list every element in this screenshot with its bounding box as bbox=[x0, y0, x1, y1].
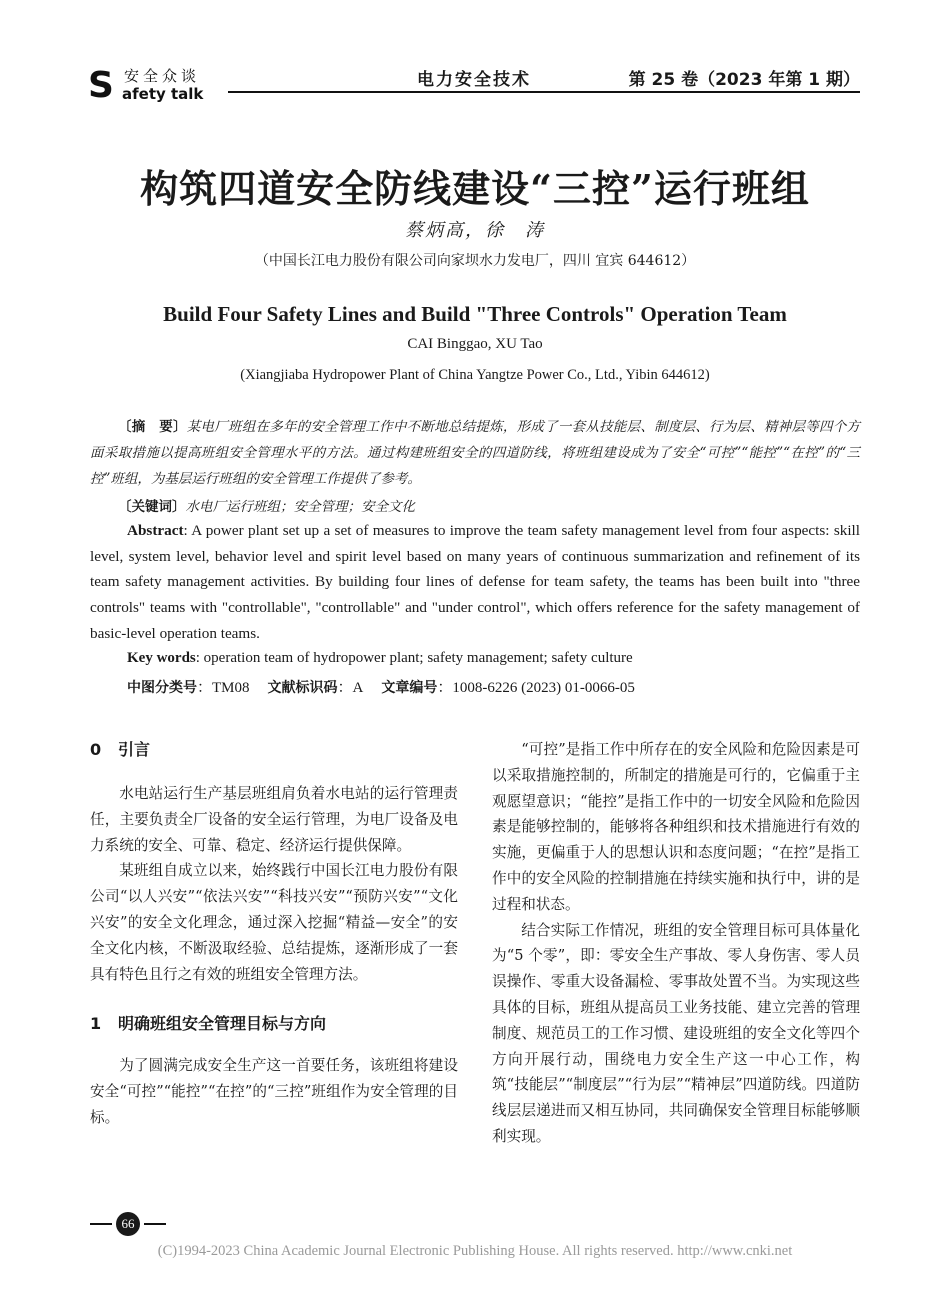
keywords-cn-text: 水电厂运行班组；安全管理；安全文化 bbox=[185, 499, 415, 515]
body-paragraph: 结合实际工作情况，班组的安全管理目标可具体量化为“5 个零”，即：零安全生产事故、零人身伤害、零人员误操作、零重大设备漏检、零事故处置不当。为实现这些具体的目标，班组从提高员工业务技能、建立完善的管理制度、规范员工的工作习惯、建设班组的安全文化等四个方向开展行动，围绕电力安全生产这一中心工作，构筑“技能层”“制度层”“行为层”“精神层”四道防线。四道防线层层递进而又相互协同，共同确保安全管理目标能够顺利实现。 bbox=[492, 921, 860, 1145]
section-heading-1 bbox=[90, 1011, 458, 1037]
copyright-notice: (C)1994-2023 China Academic Journal Electronic Publishing House. All rights reserved. http://www.cnki.net bbox=[157, 1243, 793, 1259]
body-paragraph: 为了圆满完成安全生产这一首要任务，该班组将建设安全“可控”“能控”“在控”的“三控”班组作为安全管理的目标。 bbox=[90, 1057, 458, 1126]
page-number-badge: 66 bbox=[116, 1212, 140, 1236]
section-heading-0 bbox=[90, 737, 458, 763]
issue-info: 第 25 卷（2023 年第 1 期） bbox=[628, 70, 860, 90]
authors-en: CAI Binggao, XU Tao bbox=[407, 336, 543, 352]
abstract-en-label: Abstract bbox=[127, 522, 184, 539]
doc-code-value: ：A bbox=[337, 680, 364, 696]
abstract-en bbox=[90, 518, 860, 647]
section-number: 1 bbox=[90, 1014, 102, 1034]
keywords-en bbox=[127, 650, 633, 667]
keywords-cn-label: 〔关键词〕 bbox=[118, 499, 186, 515]
body-column-left bbox=[90, 737, 458, 1131]
header-rule bbox=[228, 91, 860, 93]
body-column-right bbox=[492, 737, 860, 1150]
classification-line bbox=[127, 676, 635, 697]
abstract-en-text: : A power plant set up a set of measures to improve the team safety management level from four aspects: skill level, system level, behavior level and spirit level based on many years of continuous summarization and refinement of its team safety management activities. By building four lines of defense for team safety, the teams has been built into "three controls" teams with "controllable", "controllable" and "under control", which offers reference for the safety management of basic-level operation teams. bbox=[90, 522, 860, 642]
section-title: 引言 bbox=[118, 740, 151, 759]
clc-value: ：TM08 bbox=[197, 680, 250, 696]
abstract-cn-label: 〔摘 要〕 bbox=[118, 419, 187, 435]
abstract-cn-text: 某电厂班组在多年的安全管理工作中不断地总结提炼，形成了一套从技能层、制度层、行为层、精神层等四个方面采取措施以提高班组安全管理水平的方法。通过构建班组安全的四道防线，将班组建设成为了安全“可控”“能控”“在控”的“三控”班组，为基层运行班组的安全管理工作提供了参考。 bbox=[90, 419, 861, 487]
page-header bbox=[88, 62, 860, 108]
section-number: 0 bbox=[90, 740, 102, 759]
journal-logo-letter: S bbox=[88, 65, 114, 106]
column-name-cn: 安全众谈 bbox=[124, 67, 201, 85]
affiliation-cn: （中国长江电力股份有限公司向家坝水力发电厂，四川 宜宾 644612） bbox=[254, 253, 696, 269]
affiliation-en: (Xiangjiaba Hydropower Plant of China Yangtze Power Co., Ltd., Yibin 644612) bbox=[240, 367, 710, 383]
article-title-cn: 构筑四道安全防线建设“三控”运行班组 bbox=[140, 166, 810, 211]
keywords-cn bbox=[118, 494, 415, 520]
keywords-en-text: : operation team of hydropower plant; safety management; safety culture bbox=[195, 650, 633, 666]
article-no-label: 文章编号 bbox=[381, 680, 438, 696]
body-paragraph: “可控”是指工作中所存在的安全风险和危险因素是可以采取措施控制的，所制定的措施是可行的，它偏重于主观愿望意识；“能控”是指工作中的一切安全风险和危险因素是能够控制的，能够将各种组织和技术措施进行有效的实施，更偏重于人的思想认识和态度问题；“在控”是指工作中的安全风险的控制措施在持续实施和执行中，讲的是过程和状态。 bbox=[492, 741, 860, 913]
section-title: 明确班组安全管理目标与方向 bbox=[118, 1014, 327, 1034]
clc-label: 中图分类号 bbox=[127, 680, 197, 696]
page-number bbox=[90, 1212, 166, 1236]
body-paragraph: 某班组自成立以来，始终践行中国长江电力股份有限公司“以人兴安”“依法兴安”“科技兴安”“预防兴安”“文化兴安”的安全文化理念，通过深入挖掘“精益—安全”的安全文化内核，不断汲取经验、总结提炼，逐渐形成了一套具有特色且行之有效的班组安全管理方法。 bbox=[90, 862, 458, 983]
column-name-en: afety talk bbox=[122, 85, 204, 103]
article-no-value: ：1008-6226 (2023) 01-0066-05 bbox=[437, 680, 635, 696]
article-title-en: Build Four Safety Lines and Build "Three Controls" Operation Team bbox=[163, 302, 787, 326]
authors-cn: 蔡炳高，徐 涛 bbox=[405, 220, 545, 241]
journal-title: 电力安全技术 bbox=[417, 70, 531, 90]
keywords-en-label: Key words bbox=[127, 650, 196, 666]
abstract-cn bbox=[90, 414, 860, 492]
body-paragraph: 水电站运行生产基层班组肩负着水电站的运行管理责任，主要负责全厂设备的安全运行管理，为电厂设备及电力系统的安全、可靠、稳定、经济运行提供保障。 bbox=[90, 785, 458, 854]
doc-code-label: 文献标识码 bbox=[267, 680, 338, 696]
